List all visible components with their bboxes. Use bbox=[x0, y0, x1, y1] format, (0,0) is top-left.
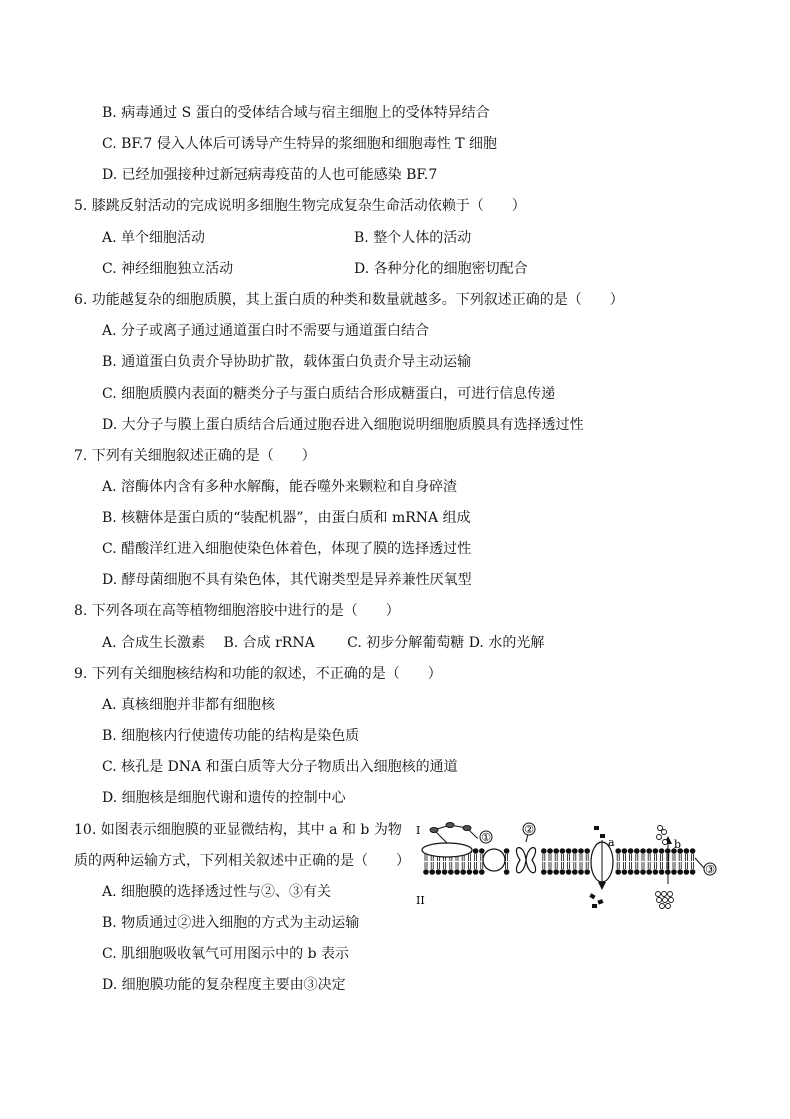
phospholipid-head bbox=[578, 848, 584, 854]
q10-option-a: A. 细胞膜的选择透过性与②、③有关 bbox=[102, 884, 332, 900]
q4-option-c: C. BF.7 侵入人体后可诱导产生特异的浆细胞和细胞毒性 T 细胞 bbox=[102, 136, 497, 152]
phospholipid-tail bbox=[648, 862, 650, 869]
label-3: ③ bbox=[705, 863, 715, 876]
phospholipid-tail bbox=[636, 854, 638, 861]
q6-option-a: A. 分子或离子通过通道蛋白时不需要与通道蛋白结合 bbox=[102, 323, 430, 339]
phospholipid-tail bbox=[425, 854, 427, 861]
phospholipid-head bbox=[454, 869, 460, 875]
phospholipid-head bbox=[684, 869, 690, 875]
phospholipid-tail bbox=[456, 862, 458, 869]
phospholipid-head bbox=[615, 869, 621, 875]
phospholipid-tail bbox=[685, 854, 687, 861]
phospholipid-tail bbox=[450, 862, 452, 869]
q8-options: A. 合成生长激素 B. 合成 rRNA C. 初步分解葡萄糖 D. 水的光解 bbox=[102, 635, 545, 651]
q10-option-c: C. 肌细胞吸收氧气可用图示中的 b 表示 bbox=[102, 946, 349, 962]
phospholipid-head bbox=[473, 848, 479, 854]
phospholipid-tail bbox=[475, 854, 477, 861]
phospholipid-head bbox=[572, 848, 578, 854]
question-5: 5. 膝跳反射活动的完成说明多细胞生物完成复杂生命活动依赖于（ ） bbox=[74, 198, 526, 214]
phospholipid-tail bbox=[636, 862, 638, 869]
glycoprotein-protein bbox=[422, 843, 472, 857]
q5-option-c: C. 神经细胞独立活动 bbox=[102, 261, 234, 277]
molecule-top bbox=[594, 826, 599, 830]
phospholipid-tail bbox=[561, 862, 563, 869]
phospholipid-head bbox=[460, 869, 466, 875]
q4-option-d: D. 已经加强接种过新冠病毒疫苗的人也可能感染 BF.7 bbox=[102, 167, 438, 183]
q10-option-d: D. 细胞膜功能的复杂程度主要由③决定 bbox=[102, 977, 346, 993]
q6-option-d: D. 大分子与膜上蛋白质结合后通过胞吞进入细胞说明细胞质膜具有选择透过性 bbox=[102, 417, 584, 433]
phospholipid-head bbox=[684, 848, 690, 854]
phospholipid-head bbox=[553, 848, 559, 854]
phospholipid-tail bbox=[661, 854, 663, 861]
phospholipid-head bbox=[566, 848, 572, 854]
phospholipid-tail bbox=[475, 862, 477, 869]
phospholipid-head bbox=[690, 848, 696, 854]
q7-option-d: D. 酵母菌细胞不具有染色体，其代谢类型是异养兼性厌氧型 bbox=[102, 572, 472, 588]
phospholipid-tail bbox=[580, 854, 582, 861]
q9-option-d: D. 细胞核是细胞代谢和遗传的控制中心 bbox=[102, 790, 346, 806]
phospholipid-tail bbox=[654, 854, 656, 861]
phospholipid-head bbox=[547, 869, 553, 875]
label-b: b bbox=[674, 838, 682, 851]
glycoprotein-sugar-chain bbox=[430, 823, 477, 844]
phospholipid-head bbox=[479, 848, 485, 854]
phospholipid-head bbox=[659, 848, 665, 854]
phospholipid-tail bbox=[685, 862, 687, 869]
phospholipid-head bbox=[467, 869, 473, 875]
phospholipid-tail bbox=[673, 854, 675, 861]
small-molecules-bottom bbox=[656, 892, 674, 909]
q6-option-c: C. 细胞质膜内表面的糖类分子与蛋白质结合形成糖蛋白，可进行信息传递 bbox=[102, 386, 556, 402]
phospholipid-tail bbox=[468, 854, 470, 861]
phospholipid-head bbox=[423, 869, 429, 875]
phospholipid-head bbox=[622, 848, 628, 854]
phospholipid-head bbox=[541, 848, 547, 854]
q7-option-c: C. 醋酸洋红进入细胞使染色体着色，体现了膜的选择透过性 bbox=[102, 541, 472, 557]
q10-option-b: B. 物质通过②进入细胞的方式为主动运输 bbox=[102, 915, 360, 931]
phospholipid-head bbox=[690, 869, 696, 875]
phospholipid-tail bbox=[617, 854, 619, 861]
phospholipid-head bbox=[659, 869, 665, 875]
q7-option-b: B. 核糖体是蛋白质的“装配机器”，由蛋白质和 mRNA 组成 bbox=[102, 510, 471, 526]
phospholipid-head bbox=[584, 848, 590, 854]
channel-protein bbox=[516, 848, 535, 873]
question-10: 10. 如图表示细胞膜的亚显微结构，其中 a 和 b 为物 bbox=[74, 822, 402, 838]
phospholipid-tail bbox=[586, 854, 588, 861]
q9-option-b: B. 细胞核内行使遗传功能的结构是染色质 bbox=[102, 728, 360, 744]
q5-option-b: B. 整个人体的活动 bbox=[354, 230, 472, 246]
phospholipid-tail bbox=[679, 862, 681, 869]
phospholipid-head bbox=[646, 869, 652, 875]
phospholipid-tail bbox=[661, 862, 663, 869]
question-8: 8. 下列各项在高等植物细胞溶胶中进行的是（ ） bbox=[74, 603, 400, 619]
phospholipid-head bbox=[560, 848, 566, 854]
phospholipid-tail bbox=[617, 862, 619, 869]
q5-option-a: A. 单个细胞活动 bbox=[102, 230, 206, 246]
phospholipid-bottom-row bbox=[423, 862, 695, 875]
molecule-bottom bbox=[589, 893, 595, 899]
phospholipid-tail bbox=[574, 854, 576, 861]
phospholipid-head bbox=[541, 869, 547, 875]
phospholipid-head bbox=[671, 869, 677, 875]
phospholipid-tail bbox=[555, 854, 557, 861]
q4-option-b: B. 病毒通过 S 蛋白的受体结合域与宿主细胞上的受体特异结合 bbox=[102, 105, 490, 121]
phospholipid-head bbox=[584, 869, 590, 875]
phospholipid-head bbox=[622, 869, 628, 875]
phospholipid-tail bbox=[692, 854, 694, 861]
phospholipid-head bbox=[653, 869, 659, 875]
phospholipid-tail bbox=[543, 862, 545, 869]
phospholipid-tail bbox=[580, 862, 582, 869]
phospholipid-tail bbox=[462, 862, 464, 869]
phospholipid-head bbox=[615, 848, 621, 854]
q5-option-d: D. 各种分化的细胞密切配合 bbox=[354, 261, 528, 277]
phospholipid-head bbox=[473, 869, 479, 875]
phospholipid-head bbox=[553, 869, 559, 875]
phospholipid-head bbox=[628, 848, 634, 854]
phospholipid-head bbox=[429, 869, 435, 875]
phospholipid-tail bbox=[623, 854, 625, 861]
q7-option-a: A. 溶酶体内含有多种水解酶，能吞噬外来颗粒和自身碎渣 bbox=[102, 479, 458, 495]
phospholipid-head bbox=[628, 869, 634, 875]
phospholipid-tail bbox=[506, 862, 508, 869]
label-1: ① bbox=[481, 831, 491, 844]
phospholipid-tail bbox=[586, 862, 588, 869]
phospholipid-head bbox=[634, 869, 640, 875]
q9-option-c: C. 核孔是 DNA 和蛋白质等大分子物质出入细胞核的通道 bbox=[102, 759, 458, 775]
phospholipid-tail bbox=[468, 862, 470, 869]
phospholipid-tail bbox=[654, 862, 656, 869]
phospholipid-tail bbox=[549, 854, 551, 861]
phospholipid-head bbox=[677, 869, 683, 875]
question-6: 6. 功能越复杂的细胞质膜，其上蛋白质的种类和数量就越多。下列叙述正确的是（ ） bbox=[74, 292, 624, 308]
phospholipid-tail bbox=[630, 854, 632, 861]
phospholipid-head bbox=[479, 869, 485, 875]
phospholipid-tail bbox=[506, 854, 508, 861]
phospholipid-head bbox=[646, 848, 652, 854]
q6-option-b: B. 通道蛋白负责介导协助扩散，载体蛋白负责介导主动运输 bbox=[102, 354, 472, 370]
cell-membrane-figure bbox=[412, 820, 722, 912]
phospholipid-tail bbox=[642, 862, 644, 869]
embedded-protein bbox=[483, 849, 505, 871]
phospholipid-tail bbox=[648, 854, 650, 861]
phospholipid-tail bbox=[574, 862, 576, 869]
question-7: 7. 下列有关细胞叙述正确的是（ ） bbox=[74, 448, 316, 464]
phospholipid-tail bbox=[673, 862, 675, 869]
side-label-bottom: II bbox=[416, 894, 425, 907]
phospholipid-head bbox=[560, 869, 566, 875]
side-label-top: I bbox=[416, 824, 421, 837]
phospholipid-tail bbox=[555, 862, 557, 869]
phospholipid-tail bbox=[568, 854, 570, 861]
phospholipid-tail bbox=[543, 854, 545, 861]
phospholipid-tail bbox=[481, 862, 483, 869]
phospholipid-head bbox=[448, 869, 454, 875]
phospholipid-tail bbox=[568, 862, 570, 869]
phospholipid-head bbox=[653, 848, 659, 854]
phospholipid-head bbox=[634, 848, 640, 854]
phospholipid-tail bbox=[642, 854, 644, 861]
phospholipid-head bbox=[566, 869, 572, 875]
phospholipid-head bbox=[640, 869, 646, 875]
phospholipid-tail bbox=[437, 862, 439, 869]
phospholipid-head bbox=[504, 848, 510, 854]
phospholipid-tail bbox=[425, 862, 427, 869]
phospholipid-tail bbox=[679, 854, 681, 861]
phospholipid-tail bbox=[630, 862, 632, 869]
phospholipid-tail bbox=[561, 854, 563, 861]
small-molecules-top bbox=[657, 826, 668, 845]
phospholipid-head bbox=[504, 869, 510, 875]
phospholipid-head bbox=[572, 869, 578, 875]
question-10-continued: 质的两种运输方式，下列相关叙述中正确的是（ ） bbox=[74, 853, 410, 869]
phospholipid-head bbox=[547, 848, 553, 854]
phospholipid-head bbox=[442, 869, 448, 875]
phospholipid-head bbox=[578, 869, 584, 875]
label-2: ② bbox=[524, 823, 534, 836]
question-9: 9. 下列有关细胞核结构和功能的叙述，不正确的是（ ） bbox=[74, 666, 442, 682]
phospholipid-head bbox=[436, 869, 442, 875]
label-a: a bbox=[608, 836, 615, 849]
phospholipid-tail bbox=[444, 862, 446, 869]
phospholipid-tail bbox=[692, 862, 694, 869]
phospholipid-head bbox=[640, 848, 646, 854]
phospholipid-tail bbox=[623, 862, 625, 869]
phospholipid-tail bbox=[431, 862, 433, 869]
q9-option-a: A. 真核细胞并非都有细胞核 bbox=[102, 697, 276, 713]
phospholipid-tail bbox=[549, 862, 551, 869]
